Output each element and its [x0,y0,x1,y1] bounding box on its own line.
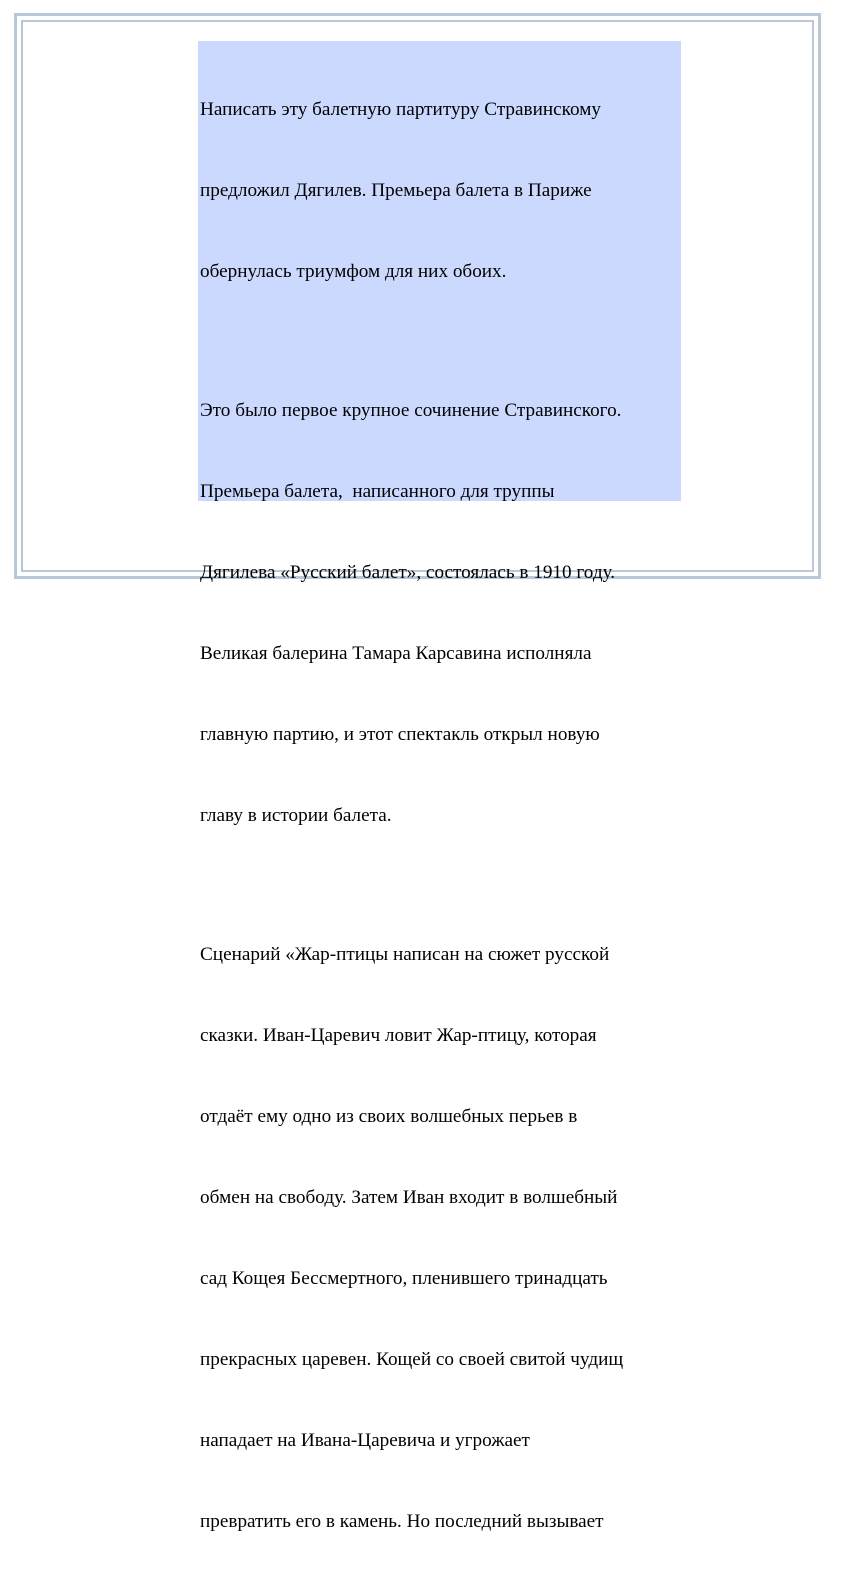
text-line: Это было первое крупное сочинение Стравинского. [200,400,622,421]
text-line: обмен на свободу. Затем Иван входит в волшебный [200,1187,618,1208]
text-line: Написать эту балетную партитуру Стравинскому [200,99,601,120]
text-line: нападает на Ивана-Царевича и угрожает [200,1430,530,1451]
text-line: Премьера балета, написанного для труппы [200,481,555,502]
text-line: сад Кощея Бессмертного, пленившего тринадцать [200,1268,608,1289]
paragraph-2 [200,343,681,883]
text-line: обернулась триумфом для них обоих. [200,261,507,282]
text-line: предложил Дягилев. Премьера балета в Париже [200,180,592,201]
text-line: главную партию, и этот спектакль открыл новую [200,724,600,745]
text-line: главу в истории балета. [200,805,392,826]
paragraph-3 [200,887,681,1589]
text-line: Сценарий «Жар-птицы написан на сюжет русской [200,944,610,965]
text-line: превратить его в камень. Но последний вызывает [200,1511,604,1532]
text-line: Великая балерина Тамара Карсавина исполняла [200,643,592,664]
text-line: прекрасных царевен. Кощей со своей свитой чудищ [200,1349,624,1370]
text-line: отдаёт ему одно из своих волшебных перьев в [200,1106,578,1127]
text-line: сказки. Иван-Царевич ловит Жар-птицу, которая [200,1025,597,1046]
slide-text-box [198,41,681,1532]
paragraph-1 [200,42,681,339]
text-line: Дягилева «Русский балет», состоялась в 1910 году. [200,562,616,583]
